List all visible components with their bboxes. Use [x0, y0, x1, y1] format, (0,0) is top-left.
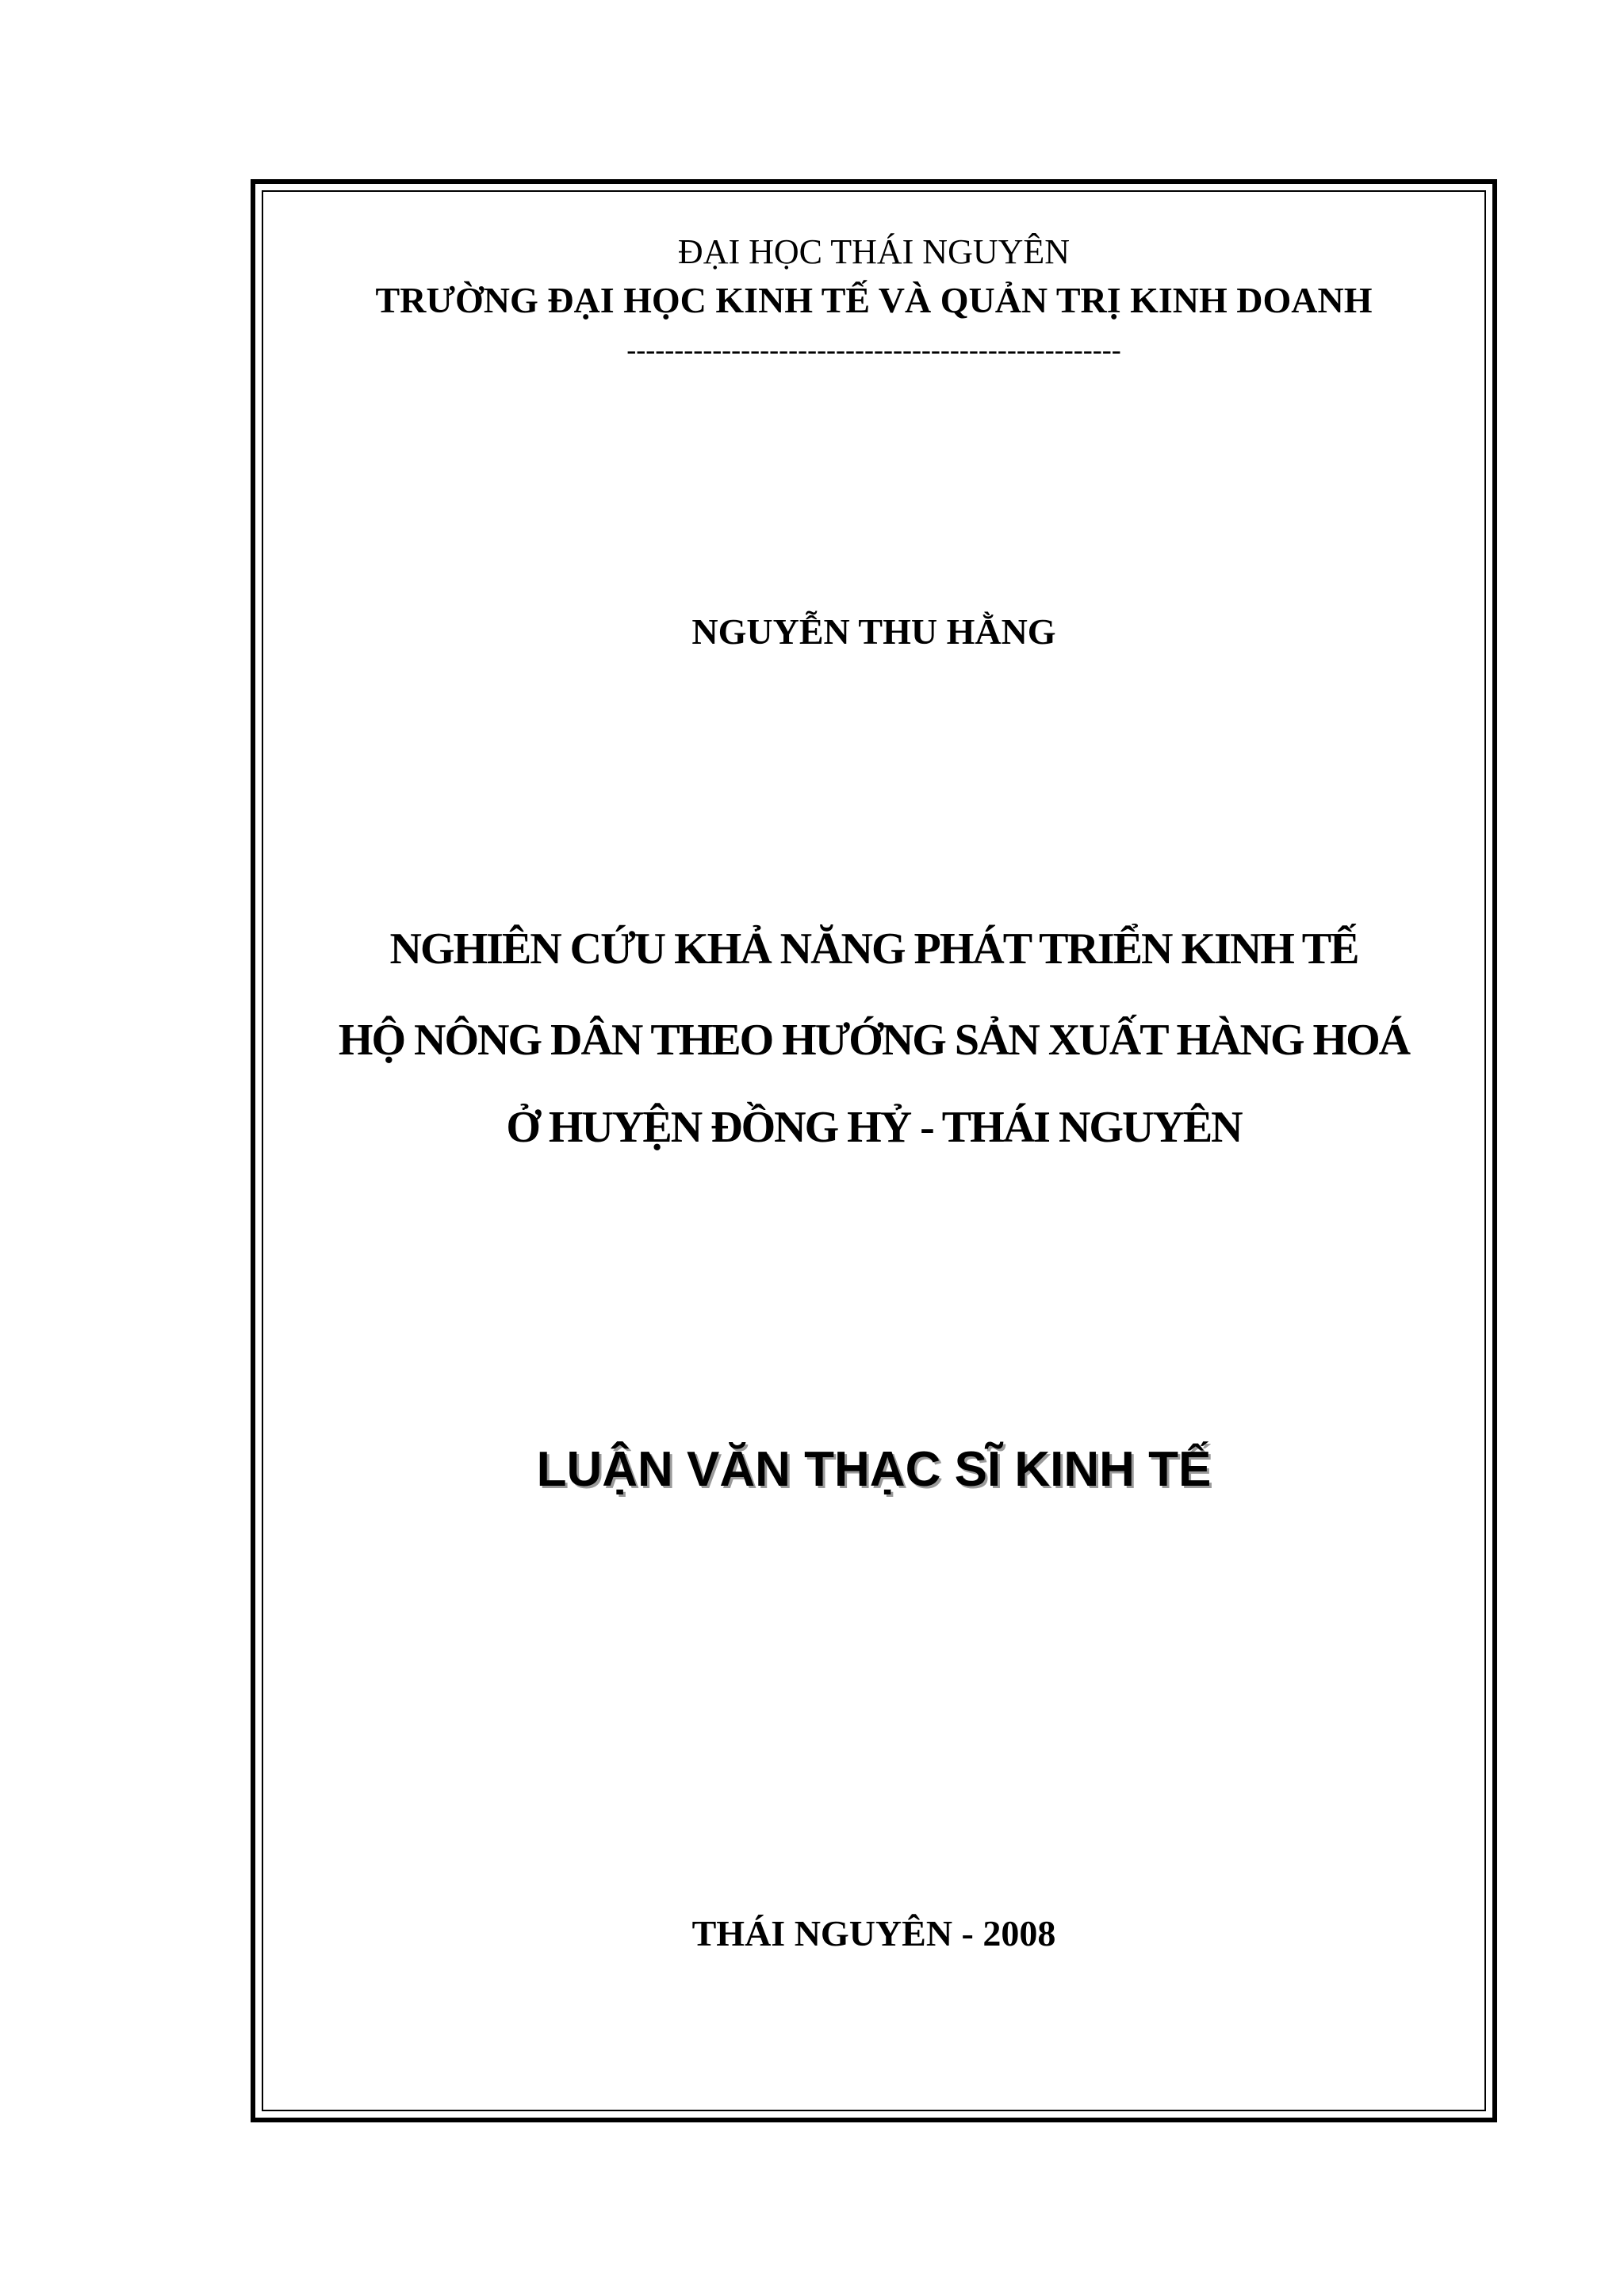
thesis-title-line-1: NGHIÊN CỨU KHẢ NĂNG PHÁT TRIỂN KINH TẾ: [389, 924, 1358, 974]
thesis-title-line-3: Ở HUYỆN ĐỒNG HỶ - THÁI NGUYÊN: [506, 1103, 1242, 1152]
author-name: NGUYỄN THU HẰNG: [691, 611, 1056, 652]
place-and-year: THÁI NGUYÊN - 2008: [691, 1913, 1056, 1954]
school-name: TRƯỜNG ĐẠI HỌC KINH TẾ VÀ QUẢN TRỊ KINH DOANH: [375, 280, 1373, 320]
degree-label: LUẬN VĂN THẠC SĨ KINH TẾ: [536, 1442, 1212, 1497]
thesis-title-line-2: HỘ NÔNG DÂN THEO HƯỚNG SẢN XUẤT HÀNG HOÁ: [338, 1016, 1410, 1065]
separator-line: ----------------------------------------------------: [626, 334, 1121, 365]
university-name: ĐẠI HỌC THÁI NGUYÊN: [677, 232, 1071, 271]
